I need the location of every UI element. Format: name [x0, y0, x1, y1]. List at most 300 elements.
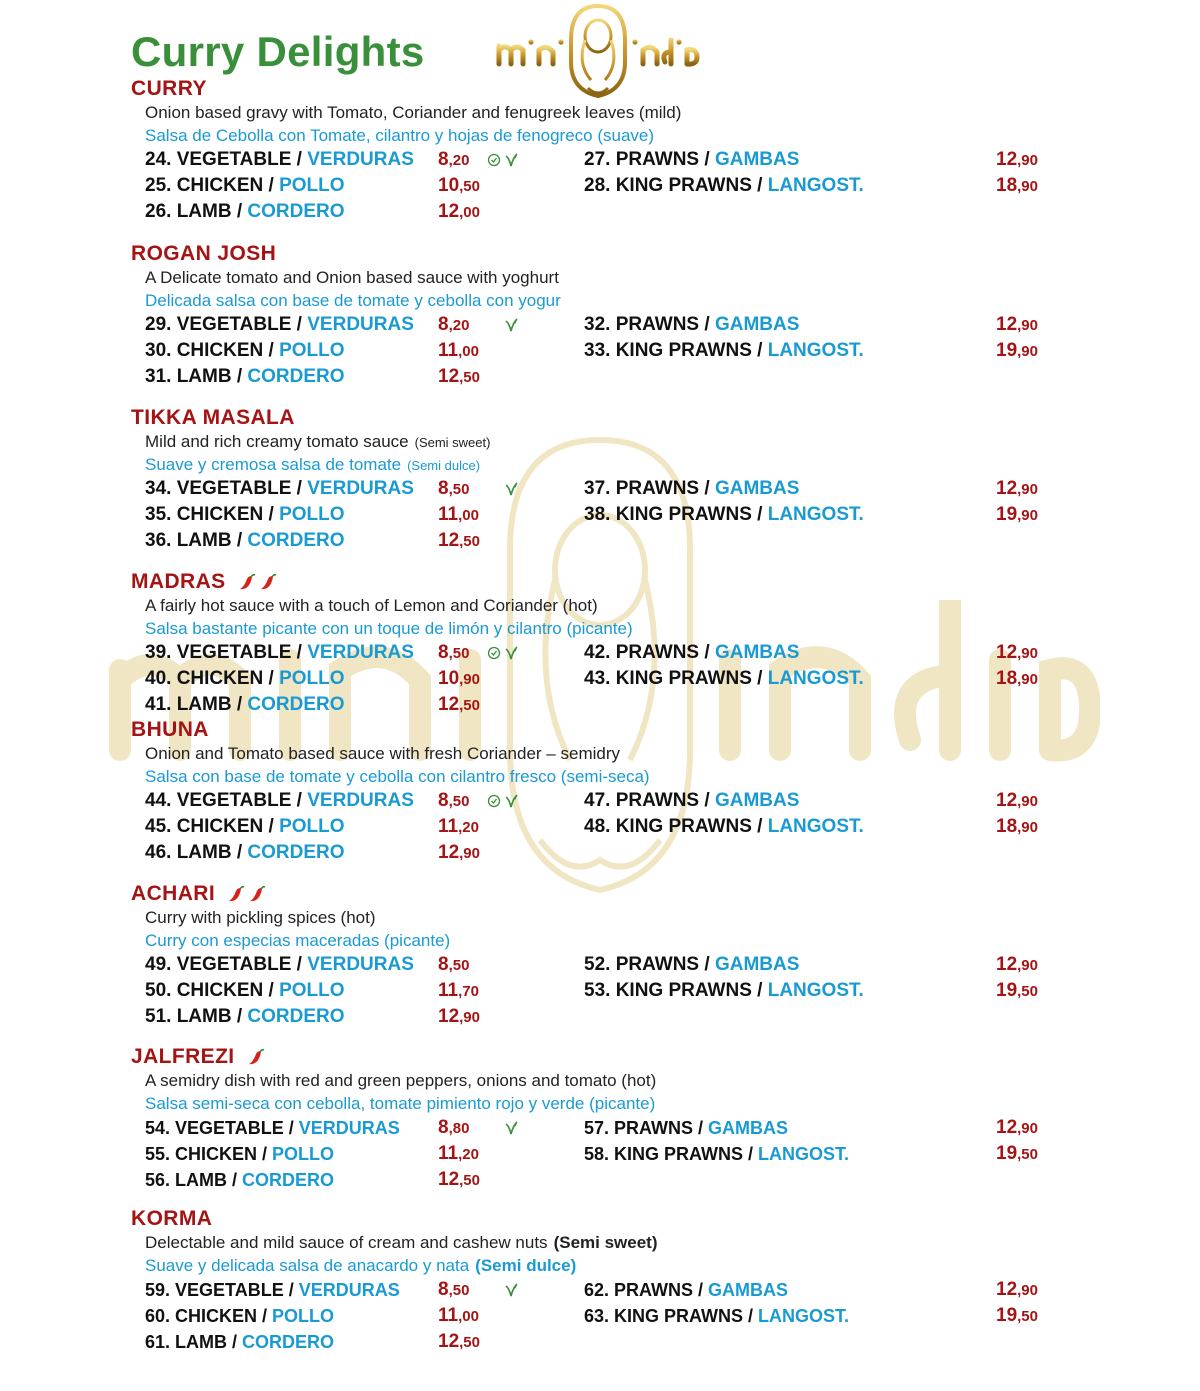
- price-cents: ,20: [448, 152, 470, 169]
- item-separator: /: [257, 1144, 273, 1164]
- item-name-spanish: CORDERO: [247, 694, 345, 715]
- section-title: ACHARI: [131, 882, 216, 905]
- item-price: [996, 1115, 1038, 1141]
- section-title: BHUNA: [131, 718, 209, 741]
- price-euros: 12: [438, 1169, 460, 1190]
- item-price: [438, 666, 480, 692]
- item-name-spanish: VERDURAS: [307, 790, 414, 811]
- item-separator: /: [291, 314, 308, 335]
- price-euros: 11: [438, 816, 459, 837]
- item-price: [996, 1277, 1038, 1303]
- description-english: [145, 101, 1071, 124]
- item-name-spanish: VERDURAS: [307, 954, 414, 975]
- description-note: (Semi dulce): [475, 1256, 577, 1275]
- menu-item: [145, 1303, 334, 1329]
- item-name-spanish: LANGOST.: [767, 980, 864, 1001]
- item-name: 63. KING PRAWNS: [584, 1306, 744, 1326]
- item-name: 30. CHICKEN: [145, 340, 264, 361]
- item-name: 38. KING PRAWNS: [584, 504, 752, 525]
- item-name: 35. CHICKEN: [145, 504, 264, 525]
- item-price: [438, 640, 469, 666]
- description-spanish: [145, 124, 1071, 147]
- item-name: 46. LAMB: [145, 842, 232, 863]
- item-name-spanish: LANGOST.: [767, 340, 864, 361]
- price-euros: 19: [996, 1305, 1018, 1326]
- price-cents: ,90: [1017, 793, 1038, 810]
- item-name: 57. PRAWNS: [584, 1118, 694, 1138]
- menu-section-jalfrezi: [131, 1045, 1071, 1193]
- menu-item: [584, 312, 799, 338]
- menu-item: [145, 1115, 400, 1141]
- price-euros: 10: [438, 175, 460, 196]
- description-spanish: [145, 765, 1071, 788]
- item-price: [438, 952, 469, 978]
- item-list: [131, 952, 1071, 1030]
- price-cents: ,50: [448, 1282, 470, 1299]
- price-cents: ,90: [1017, 507, 1038, 524]
- item-list: [131, 1115, 1071, 1193]
- menu-item: [584, 1277, 788, 1303]
- item-name: 50. CHICKEN: [145, 980, 264, 1001]
- price-cents: ,50: [1017, 1146, 1038, 1163]
- item-name-spanish: VERDURAS: [298, 1280, 400, 1300]
- price-cents: ,90: [1017, 343, 1038, 360]
- item-separator: /: [699, 149, 715, 170]
- description-text: A semidry dish with red and green peppers, onions and tomato (hot): [145, 1071, 657, 1090]
- description-spanish: [145, 617, 1071, 640]
- dietary-tags: [504, 476, 518, 502]
- menu-item: [145, 692, 345, 718]
- price-euros: 11: [438, 1305, 459, 1326]
- price-euros: 18: [996, 175, 1018, 196]
- price-cents: ,90: [459, 845, 480, 862]
- price-cents: ,50: [459, 533, 480, 550]
- price-cents: ,50: [1017, 983, 1038, 1000]
- item-separator: /: [751, 504, 768, 525]
- item-separator: /: [743, 1144, 759, 1164]
- veg-circle-icon: [487, 794, 501, 808]
- item-name-spanish: POLLO: [279, 175, 345, 196]
- description-english: [145, 742, 1071, 765]
- item-name-spanish: CORDERO: [247, 1006, 345, 1027]
- price-euros: 8: [438, 954, 449, 975]
- price-euros: 12: [996, 954, 1018, 975]
- item-name: 62. PRAWNS: [584, 1280, 694, 1300]
- description-text: Mild and rich creamy tomato sauce: [145, 432, 409, 451]
- menu-item: [584, 502, 864, 528]
- item-separator: /: [291, 149, 308, 170]
- item-name: 44. VEGETABLE: [145, 790, 292, 811]
- price-cents: ,90: [1017, 481, 1038, 498]
- section-header: [131, 406, 1071, 430]
- dietary-tags: [487, 788, 518, 814]
- price-cents: ,50: [459, 178, 480, 195]
- item-name-spanish: GAMBAS: [714, 642, 800, 663]
- item-price: [996, 312, 1038, 338]
- price-cents: ,90: [1017, 317, 1038, 334]
- item-name-spanish: CORDERO: [247, 366, 345, 387]
- section-title: MADRAS: [131, 570, 226, 593]
- description-spanish: [145, 289, 1071, 312]
- price-cents: ,90: [1017, 671, 1038, 688]
- menu-item: [584, 952, 799, 978]
- section-title: JALFREZI: [131, 1045, 235, 1068]
- menu-item: [145, 528, 345, 554]
- price-euros: 8: [438, 149, 449, 170]
- item-separator: /: [751, 175, 768, 196]
- price-euros: 8: [438, 478, 449, 499]
- price-cents: ,80: [448, 1120, 470, 1137]
- item-name: 59. VEGETABLE: [145, 1280, 284, 1300]
- menu-item: [145, 640, 414, 666]
- item-price: [996, 1303, 1038, 1329]
- item-name: 52. PRAWNS: [584, 954, 700, 975]
- item-separator: /: [231, 1006, 248, 1027]
- item-name: 26. LAMB: [145, 201, 232, 222]
- item-name-spanish: POLLO: [279, 340, 345, 361]
- description-text: Delectable and mild sauce of cream and cashew nuts: [145, 1233, 548, 1252]
- item-name-spanish: CORDERO: [247, 530, 345, 551]
- vegan-leaf-icon: [504, 1121, 518, 1135]
- menu-section-achari: [131, 882, 1071, 1030]
- section-header: [131, 1045, 1071, 1069]
- item-name: 40. CHICKEN: [145, 668, 264, 689]
- menu-item: [145, 978, 345, 1004]
- item-separator: /: [263, 340, 280, 361]
- dietary-tags: [487, 640, 518, 666]
- item-separator: /: [283, 1118, 299, 1138]
- item-name: 48. KING PRAWNS: [584, 816, 752, 837]
- chili-pepper-icon: [248, 885, 266, 903]
- item-price: [438, 502, 479, 528]
- description-spanish: [145, 1092, 1071, 1115]
- spice-level: [227, 885, 266, 903]
- item-price: [438, 1141, 479, 1167]
- menu-item: [584, 173, 864, 199]
- item-name: 34. VEGETABLE: [145, 478, 292, 499]
- item-name: 58. KING PRAWNS: [584, 1144, 744, 1164]
- menu-item: [145, 788, 414, 814]
- item-name-spanish: CORDERO: [247, 842, 345, 863]
- price-euros: 12: [438, 201, 460, 222]
- item-separator: /: [263, 980, 280, 1001]
- dietary-tags: [504, 1277, 518, 1303]
- item-price: [438, 173, 480, 199]
- item-separator: /: [751, 816, 768, 837]
- item-separator: /: [699, 642, 715, 663]
- chili-pepper-icon: [227, 885, 245, 903]
- section-header: [131, 1207, 1071, 1231]
- item-name: 45. CHICKEN: [145, 816, 264, 837]
- item-name-spanish: LANGOST.: [758, 1144, 850, 1164]
- menu-item: [145, 502, 345, 528]
- description-note: (Semi dulce): [407, 458, 481, 473]
- vegan-leaf-icon: [504, 794, 518, 808]
- price-euros: 11: [438, 980, 459, 1001]
- description-text: Suave y cremosa salsa de tomate: [145, 455, 402, 474]
- item-separator: /: [743, 1306, 759, 1326]
- item-price: [438, 364, 480, 390]
- menu-item: [145, 199, 345, 225]
- item-name-spanish: POLLO: [279, 668, 345, 689]
- price-euros: 8: [438, 1117, 449, 1138]
- price-cents: ,90: [1017, 152, 1038, 169]
- price-euros: 18: [996, 816, 1018, 837]
- section-title: CURRY: [131, 77, 207, 100]
- dietary-tags: [487, 147, 518, 173]
- item-price: [438, 476, 469, 502]
- menu-item: [145, 1329, 334, 1355]
- description-text: A fairly hot sauce with a touch of Lemon and Coriander (hot): [145, 596, 598, 615]
- dietary-tags: [504, 1115, 518, 1141]
- menu-item: [584, 978, 864, 1004]
- item-price: [996, 476, 1038, 502]
- menu-item: [584, 814, 864, 840]
- item-price: [438, 312, 469, 338]
- item-price: [438, 978, 479, 1004]
- item-separator: /: [291, 790, 308, 811]
- price-cents: ,00: [458, 507, 479, 524]
- price-cents: ,50: [459, 369, 480, 386]
- item-separator: /: [751, 340, 768, 361]
- chili-pepper-icon: [247, 1048, 265, 1066]
- menu-item: [145, 1004, 345, 1030]
- price-cents: ,20: [458, 819, 479, 836]
- item-name: 24. VEGETABLE: [145, 149, 292, 170]
- item-price: [438, 1303, 479, 1329]
- item-price: [996, 173, 1038, 199]
- menu-section-korma: [131, 1207, 1071, 1355]
- price-euros: 12: [438, 694, 460, 715]
- item-name-spanish: GAMBAS: [714, 790, 800, 811]
- menu-section-rogan-josh: [131, 242, 1071, 390]
- price-cents: ,20: [458, 1146, 479, 1163]
- menu-item: [584, 1141, 849, 1167]
- item-name-spanish: POLLO: [272, 1306, 335, 1326]
- dietary-tags: [504, 312, 518, 338]
- item-separator: /: [699, 478, 715, 499]
- price-euros: 12: [996, 1279, 1018, 1300]
- item-name-spanish: VERDURAS: [298, 1118, 400, 1138]
- price-euros: 19: [996, 980, 1018, 1001]
- price-cents: ,90: [1017, 957, 1038, 974]
- description-text: Salsa bastante picante con un toque de limón y cilantro (picante): [145, 619, 633, 638]
- item-price: [438, 338, 479, 364]
- menu-item: [145, 1277, 400, 1303]
- price-cents: ,50: [1017, 1308, 1038, 1325]
- item-separator: /: [699, 314, 715, 335]
- description-english: [145, 594, 1071, 617]
- item-name: 27. PRAWNS: [584, 149, 700, 170]
- item-name: 56. LAMB: [145, 1170, 228, 1190]
- price-euros: 8: [438, 1279, 449, 1300]
- item-name: 49. VEGETABLE: [145, 954, 292, 975]
- price-cents: ,70: [458, 983, 479, 1000]
- description-text: Delicada salsa con base de tomate y cebolla con yogur: [145, 291, 561, 310]
- description-english: [145, 430, 1071, 453]
- item-list: [131, 1277, 1071, 1355]
- item-name-spanish: GAMBAS: [708, 1118, 789, 1138]
- item-name-spanish: POLLO: [279, 504, 345, 525]
- item-price: [996, 978, 1038, 1004]
- menu-item: [145, 312, 414, 338]
- item-name: 29. VEGETABLE: [145, 314, 292, 335]
- item-name-spanish: LANGOST.: [758, 1306, 850, 1326]
- price-euros: 12: [996, 790, 1018, 811]
- price-euros: 12: [996, 149, 1018, 170]
- menu-section-tikka-masala: [131, 406, 1071, 554]
- menu-item: [145, 666, 345, 692]
- item-price: [438, 788, 469, 814]
- item-list: [131, 147, 1071, 225]
- item-separator: /: [231, 201, 248, 222]
- price-cents: ,90: [1017, 178, 1038, 195]
- item-separator: /: [283, 1280, 299, 1300]
- item-price: [438, 692, 480, 718]
- item-price: [438, 840, 480, 866]
- description-text: Salsa semi-seca con cebolla, tomate pimiento rojo y verde (picante): [145, 1094, 656, 1113]
- item-name-spanish: GAMBAS: [714, 478, 800, 499]
- item-name: 32. PRAWNS: [584, 314, 700, 335]
- item-separator: /: [751, 980, 768, 1001]
- menu-section-bhuna: [131, 718, 1071, 866]
- menu-item: [145, 364, 345, 390]
- price-euros: 12: [438, 842, 460, 863]
- item-name: 42. PRAWNS: [584, 642, 700, 663]
- item-separator: /: [231, 694, 248, 715]
- menu-item: [584, 1115, 788, 1141]
- item-name: 28. KING PRAWNS: [584, 175, 752, 196]
- price-euros: 8: [438, 314, 449, 335]
- item-separator: /: [231, 842, 248, 863]
- item-price: [996, 788, 1038, 814]
- item-name: 36. LAMB: [145, 530, 232, 551]
- price-euros: 12: [438, 530, 460, 551]
- item-name: 41. LAMB: [145, 694, 232, 715]
- menu-item: [145, 147, 414, 173]
- item-name-spanish: GAMBAS: [714, 954, 800, 975]
- price-cents: ,50: [459, 697, 480, 714]
- price-euros: 11: [438, 340, 459, 361]
- item-name-spanish: CORDERO: [242, 1332, 335, 1352]
- description-note: (Semi sweet): [414, 435, 491, 450]
- item-price: [438, 1277, 469, 1303]
- item-price: [438, 1115, 469, 1141]
- price-cents: ,90: [1017, 1282, 1038, 1299]
- menu-item: [145, 476, 414, 502]
- item-separator: /: [257, 1306, 273, 1326]
- item-separator: /: [263, 175, 280, 196]
- description-spanish: [145, 1254, 1071, 1277]
- item-name: 37. PRAWNS: [584, 478, 700, 499]
- price-euros: 12: [438, 1331, 460, 1352]
- page-header: [131, 28, 425, 76]
- description-spanish: [145, 453, 1071, 476]
- description-english: [145, 906, 1071, 929]
- menu-item: [145, 1167, 334, 1193]
- item-price: [996, 147, 1038, 173]
- item-name-spanish: LANGOST.: [767, 175, 864, 196]
- item-list: [131, 788, 1071, 866]
- section-header: [131, 718, 1071, 742]
- item-separator: /: [231, 530, 248, 551]
- menu-item: [145, 173, 345, 199]
- item-name: 53. KING PRAWNS: [584, 980, 752, 1001]
- item-name-spanish: GAMBAS: [708, 1280, 789, 1300]
- item-separator: /: [263, 668, 280, 689]
- price-euros: 12: [438, 1006, 460, 1027]
- price-cents: ,20: [448, 317, 470, 334]
- price-cents: ,90: [1017, 645, 1038, 662]
- price-euros: 11: [438, 1143, 459, 1164]
- item-name: 54. VEGETABLE: [145, 1118, 284, 1138]
- price-euros: 19: [996, 504, 1018, 525]
- price-cents: ,00: [459, 204, 480, 221]
- item-name: 55. CHICKEN: [145, 1144, 258, 1164]
- item-name-spanish: CORDERO: [247, 201, 345, 222]
- price-euros: 10: [438, 668, 460, 689]
- menu-item: [145, 814, 345, 840]
- item-name-spanish: LANGOST.: [767, 504, 864, 525]
- veg-circle-icon: [487, 646, 501, 660]
- item-price: [438, 147, 469, 173]
- item-price: [438, 528, 480, 554]
- item-list: [131, 476, 1071, 554]
- spice-level: [238, 573, 277, 591]
- section-title: KORMA: [131, 1207, 213, 1230]
- item-name-spanish: GAMBAS: [714, 149, 800, 170]
- item-price: [996, 338, 1038, 364]
- price-cents: ,50: [448, 793, 470, 810]
- item-name: 51. LAMB: [145, 1006, 232, 1027]
- item-price: [996, 952, 1038, 978]
- description-english: [145, 1069, 1071, 1092]
- description-text: Curry with pickling spices (hot): [145, 908, 376, 927]
- item-name-spanish: VERDURAS: [307, 149, 414, 170]
- menu-section-madras: [131, 570, 1071, 718]
- description-english: [145, 266, 1071, 289]
- menu-item: [584, 1303, 849, 1329]
- vegan-leaf-icon: [504, 1283, 518, 1297]
- menu-item: [584, 476, 799, 502]
- section-title: ROGAN JOSH: [131, 242, 277, 265]
- price-cents: ,90: [1017, 819, 1038, 836]
- item-price: [996, 502, 1038, 528]
- description-text: Suave y delicada salsa de anacardo y nata: [145, 1256, 470, 1275]
- item-name: 60. CHICKEN: [145, 1306, 258, 1326]
- item-separator: /: [291, 954, 308, 975]
- item-separator: /: [699, 954, 715, 975]
- item-name-spanish: GAMBAS: [714, 314, 800, 335]
- price-euros: 8: [438, 642, 449, 663]
- item-name: 39. VEGETABLE: [145, 642, 292, 663]
- description-english: [145, 1231, 1071, 1254]
- menu-section-curry: [131, 77, 1071, 225]
- vegan-leaf-icon: [504, 646, 518, 660]
- price-cents: ,50: [448, 645, 470, 662]
- item-price: [438, 1329, 480, 1355]
- menu-item: [145, 952, 414, 978]
- section-header: [131, 242, 1071, 266]
- item-separator: /: [263, 504, 280, 525]
- item-name-spanish: CORDERO: [242, 1170, 335, 1190]
- price-cents: ,90: [459, 671, 480, 688]
- menu-item: [584, 788, 799, 814]
- price-euros: 12: [996, 1117, 1018, 1138]
- item-name: 61. LAMB: [145, 1332, 228, 1352]
- price-euros: 12: [996, 314, 1018, 335]
- price-euros: 11: [438, 504, 459, 525]
